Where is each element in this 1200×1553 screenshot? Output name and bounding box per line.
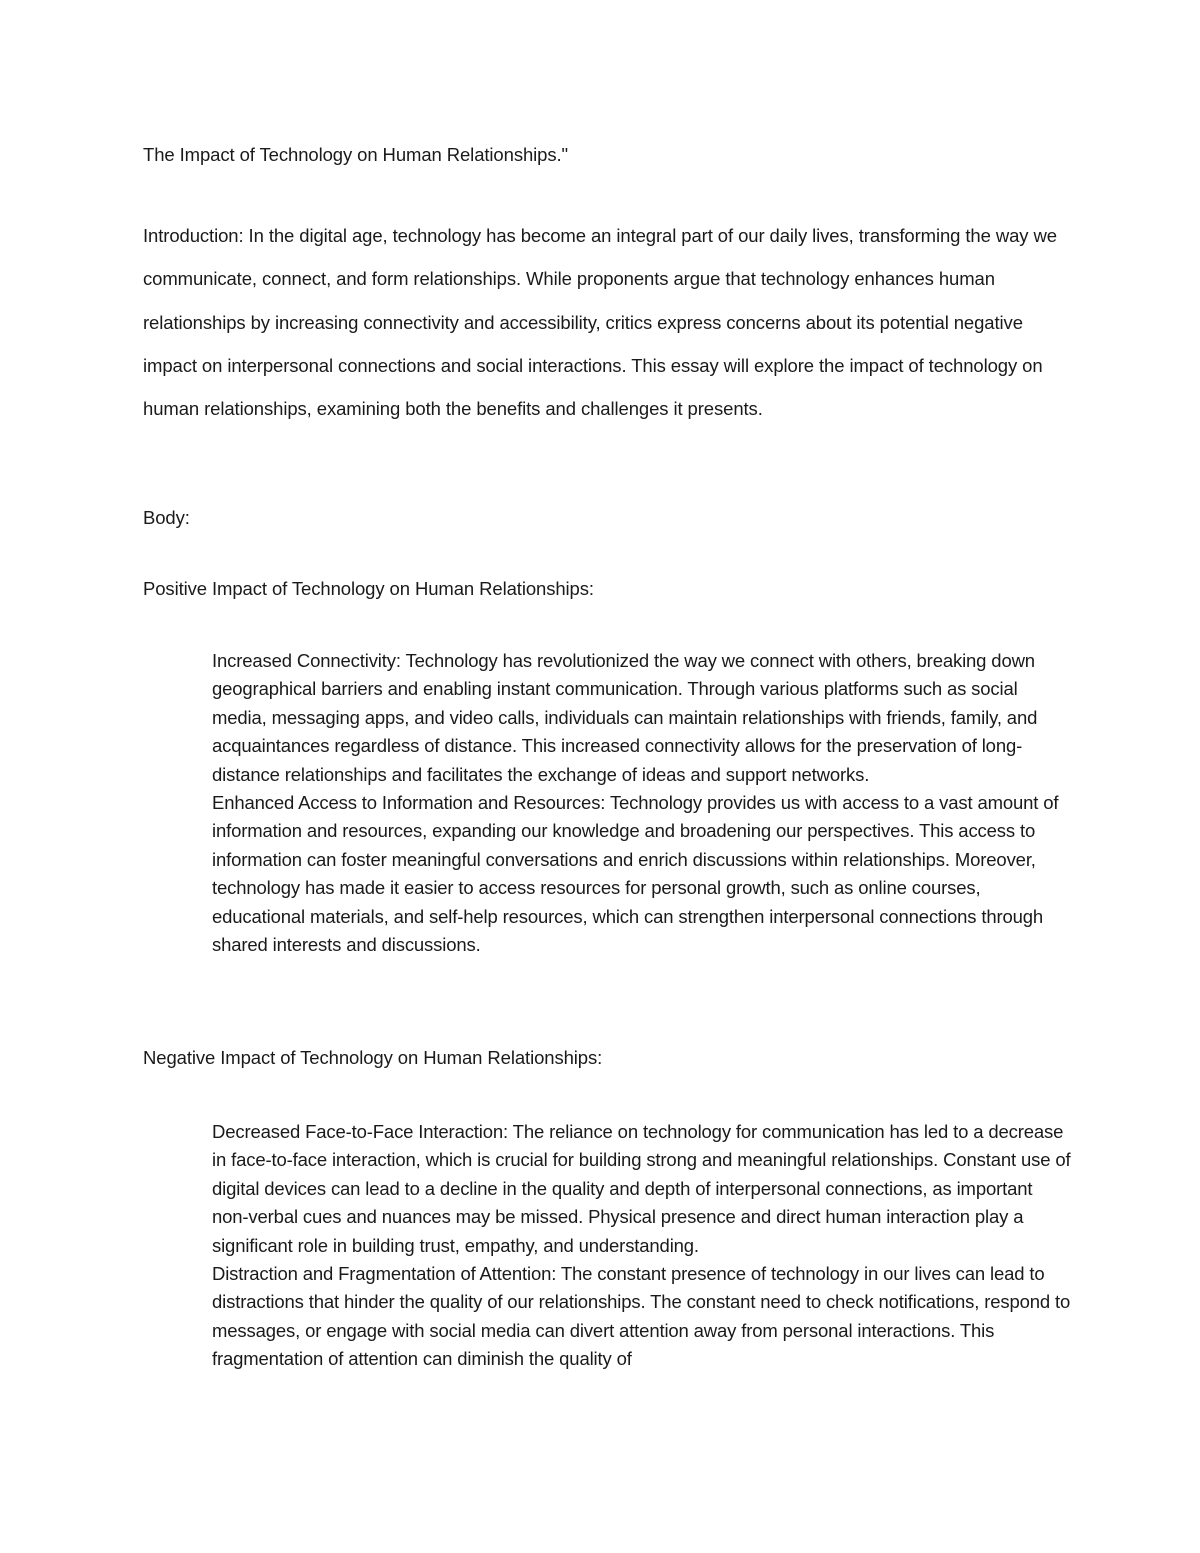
negative-point-distraction: Distraction and Fragmentation of Attention: The constant presence of technology in our lives can lead to distractions that hinder the quality of our relationships. The constant need to check notifications, respond to messages, or engage with social media can divert attention away from personal interactions. This fragmentation of attention can diminish the quality of <box>212 1263 1071 1370</box>
introduction-paragraph: Introduction: In the digital age, technology has become an integral part of our daily lives, transforming the way we communicate, connect, and form relationships. While proponents argue that technology enhances human relationships by increasing connectivity and accessibility, critics express concerns about its potential negative impact on interpersonal connections and social interactions. This essay will explore the impact of technology on human relationships, examining both the benefits and challenges it presents. <box>143 225 1057 420</box>
positive-point-information-access: Enhanced Access to Information and Resources: Technology provides us with access to a vast amount of information and resources, expanding our knowledge and broadening our perspectives. This access to information can foster meaningful conversations and enrich discussions within relationships. Moreover, technology has made it easier to access resources for personal growth, such as online courses, educational materials, and self-help resources, which can strengthen interpersonal connections through shared interests and discussions. <box>212 792 1059 956</box>
negative-impact-list <box>212 1118 1072 1374</box>
positive-impact-list <box>212 647 1072 959</box>
body-label: Body: <box>143 507 190 528</box>
negative-point-face-to-face: Decreased Face-to-Face Interaction: The reliance on technology for communication has led to a decrease in face-to-face interaction, which is crucial for building strong and meaningful relationships. Constant use of digital devices can lead to a decline in the quality and depth of interpersonal connections, as important non-verbal cues and nuances may be missed. Physical presence and direct human interaction play a significant role in building trust, empathy, and understanding. <box>212 1121 1071 1256</box>
negative-impact-heading: Negative Impact of Technology on Human Relationships: <box>143 1047 603 1068</box>
positive-impact-heading: Positive Impact of Technology on Human Relationships: <box>143 578 594 599</box>
document-title: The Impact of Technology on Human Relationships." <box>143 144 569 165</box>
positive-point-connectivity: Increased Connectivity: Technology has revolutionized the way we connect with others, breaking down geographical barriers and enabling instant communication. Through various platforms such as social media, messaging apps, and video calls, individuals can maintain relationships with friends, family, and acquaintances regardless of distance. This increased connectivity allows for the preservation of long-distance relationships and facilitates the exchange of ideas and support networks. <box>212 650 1038 785</box>
